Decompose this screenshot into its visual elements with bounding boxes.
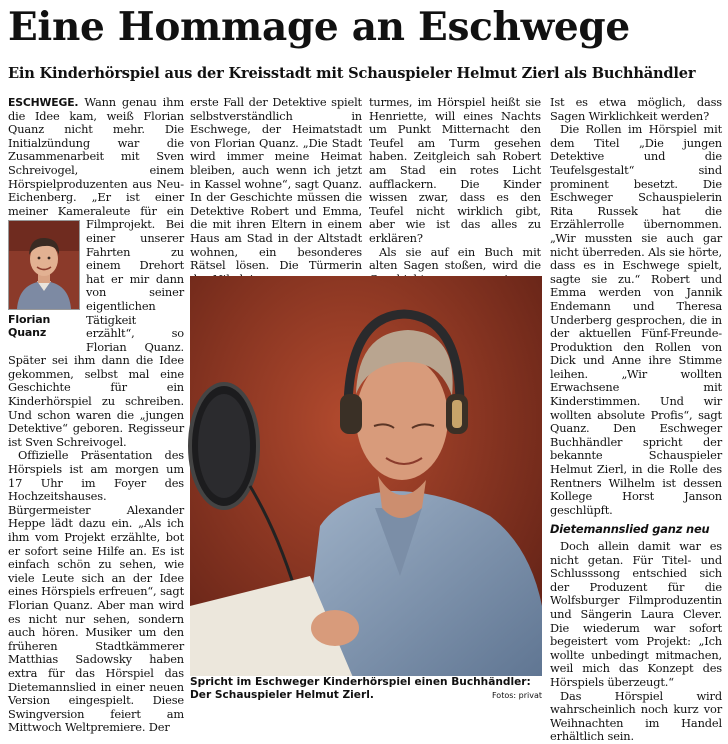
- paragraph-release: Das Hörspiel wird wahrscheinlich noch kurz vor Weihnachten im Handel erhältlich sein.: [550, 688, 722, 744]
- subheadline: Ein Kinderhörspiel aus der Kreisstadt mit Schauspieler Helmut Zierl als Buchhändler: [8, 65, 696, 82]
- article-photo: [190, 276, 542, 694]
- paragraph-presentation: Offizielle Präsentation des Hörspiels ist am morgen um 17 Uhr im Foyer des Hochzeitshauses. Bürgermeister Alexander Heppe lädt dazu ein. „Als ich ihm vom Projekt erzählte, bot er sofort seine Hilfe an. Es ist einfach schön zu sehen, wie viele Leute sich an der Idee eines Hörspiels erfreuen“, sagt Florian Quanz. Aber man wird es nicht nur sehen, sondern auch hören. Musiker um den früheren Stadtkämmerer Matthias Sadowsky haben extra für das Hörspiel das Dietemannslied in einer neuen Version eingespielt. Diese Swingversion feiert am Mittwoch Weltpremiere. Der: [8, 448, 184, 735]
- paragraph-intro-rest: Bei einer unserer Fahrten zu einem Drehort hat er mir dann von seiner eigentlichen Tätigkeit erzählt“, so Florian Quanz. Später sei ihm dann die Idee gekommen, selbst mal eine Geschichte für ein Kinderhörspiel zu schreiben. Und schon waren die „jungen Detektive“ geboren. Regisseur ist Sven Schreivogel.: [8, 217, 184, 449]
- paragraph-casting: Die Rollen im Hörspiel mit dem Titel „Die jungen Detektive und die Teufelsgestalt“ sind prominent besetzt. Die Eschweger Schauspielerin Rita Russek hat die Erzählerrolle übernommen. „Wir mussten sie auch gar nicht überreden. Als sie hörte, dass es in Eschwege spielt, sagte sie zu.“ Robert und Emma werden von Jannik Endemann und Theresa Underberg gesprochen, die in der aktuellen Fünf-Freunde-Produktion den Rollen von Dick und Anne ihre Stimme leihen. „Wir wollten Erwachsene mit Kinderstimmen. Und wir wollten absolute Profis“, sagt Quanz. Den Eschweger Buchhändler spricht der bekannte Schauspieler Helmut Zierl, in die Rolle des Rentners Wilhelm ist dessen Kollege Horst Janson geschlüpft.: [550, 122, 722, 517]
- portrait-photo: [8, 220, 80, 310]
- paragraph-sagen: Als sie auf ein Buch mit alten Sagen stoßen, wird die: [369, 244, 541, 273]
- photo-caption: [190, 676, 542, 702]
- paragraph-intro-lead: Wann genau ihm die Idee kam, weiß Florian Quanz nicht mehr. Die Initialzündung war die Zusammenarbeit mit Sven Schreivogel, einem Hörspielproduzenten aus Neu-Eichenberg. „Er ist einer meiner Kameraleute für ein Filmprojekt.: [8, 95, 184, 232]
- paragraph-mystery: turmes, im Hörspiel heißt sie Henriette, will eines Nachts um Punkt Mitternacht den Teufel am Turm gesehen haben. Zeitgleich sah Robert am Stad ein rotes Licht aufflackern. Die Kinder wissen zwar, dass es den Teufel nicht wirklich gibt, aber wie ist das alles zu erklären?: [369, 95, 541, 245]
- article-column-4: [550, 95, 722, 744]
- paragraph-story: erste Fall der Detektive spielt selbstverständlich in Eschwege, der Heimatstadt von Florian Quanz. „Die Stadt wird immer meine Heimat bleiben, auch wenn ich jetzt in Kassel wohne“, sagt Quanz. In der Geschichte müssen die Detektive Robert und Emma, die mit ihren Eltern in einem Haus am Stad in der Altstadt wohnen, ein besonderes Rätsel lösen. Die Türmerin: [190, 95, 362, 273]
- portrait-caption-line2: Quanz: [8, 326, 47, 340]
- paragraph-music: Doch allein damit war es nicht getan. Für Titel- und Schlusssong entschied sich der Produzent für die Wolfsburger Filmproduzentin und Sängerin Laura Clever. Die wiederum war sofort begeistert vom Projekt: „Ich wollte unbedingt mitmachen, weil mich das Konzept des Hörspiels überzeugt.“: [550, 539, 722, 689]
- article-column-1: [8, 95, 184, 735]
- section-subheading: Dietemannslied ganz neu: [550, 522, 710, 537]
- photo-credit: Fotos: privat: [491, 691, 542, 700]
- paragraph-intro: [8, 95, 184, 449]
- recording-studio-image: [190, 276, 542, 694]
- portrait-caption: [8, 313, 80, 339]
- article-column-2: [190, 95, 362, 273]
- dateline: ESCHWEGE.: [8, 96, 79, 109]
- headline: Eine Hommage an Eschwege: [8, 4, 630, 50]
- portrait-inset: [8, 220, 80, 348]
- article-column-3: [369, 95, 541, 273]
- portrait-caption-line1: Florian: [8, 313, 51, 327]
- portrait-image: [9, 221, 79, 309]
- paragraph-wirklichkeit: Ist es etwa möglich, dass Sagen Wirklichkeit werden?: [550, 95, 722, 123]
- photo-caption-text: Spricht im Eschweger Kinderhörspiel einen Buchhändler: Der Schauspieler Helmut Zierl.: [190, 676, 531, 701]
